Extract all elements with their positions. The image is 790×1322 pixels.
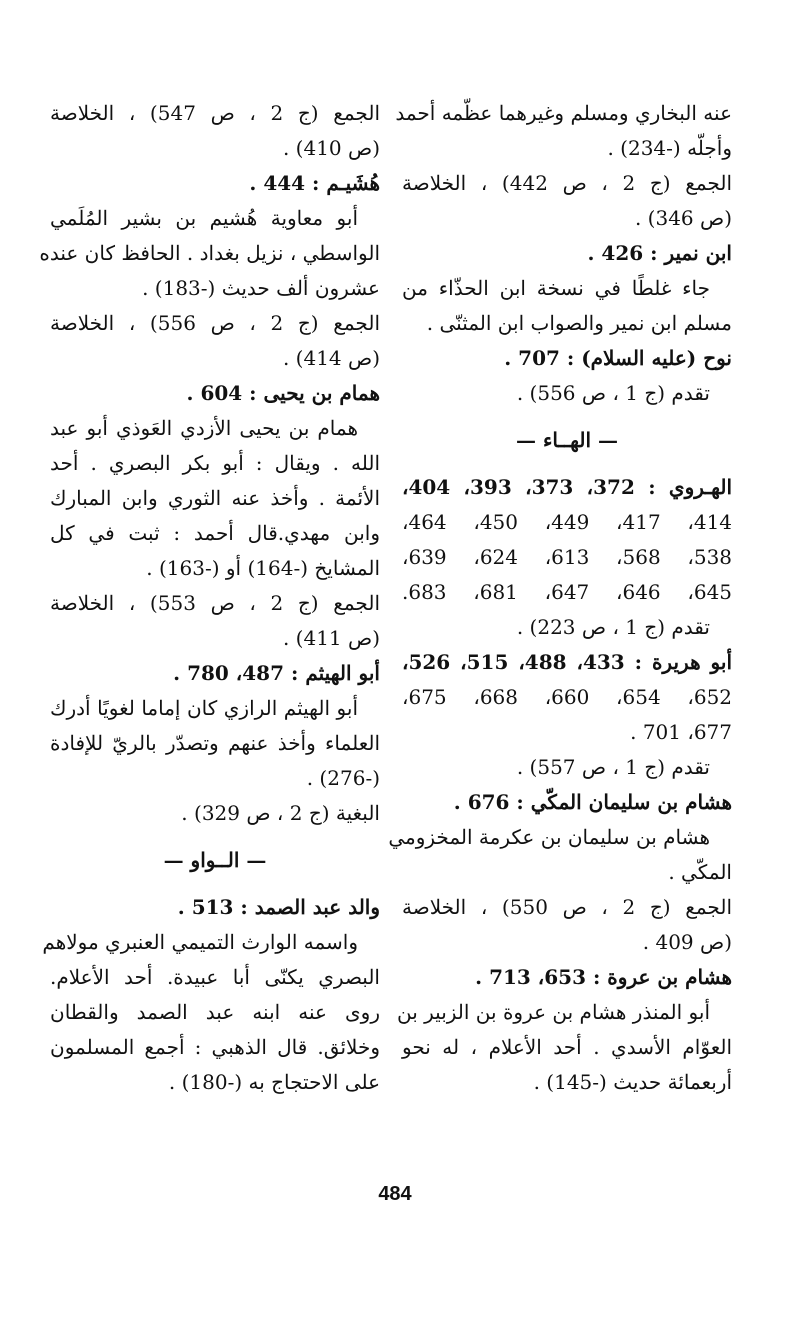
text-line: البصري يكنّى أبا عبيدة. أحد الأعلام. xyxy=(50,965,380,989)
text-line: (ص 410) . xyxy=(282,136,380,160)
text-line: واسمه الوارث التميمي العنبري مولاهم xyxy=(42,930,358,954)
text-line: تقدم (ج 1 ، ص 557) . xyxy=(516,755,710,779)
text-line: أربعمائة حديث (-145) . xyxy=(533,1070,732,1094)
section-heading: — الــواو — xyxy=(163,848,267,872)
entry-heading: أبو الهيثم : 487، 780 . xyxy=(173,661,380,685)
text-line: جاء غلطًا في نسخة ابن الحذّاء من xyxy=(402,276,710,300)
text-line: الجمع (ج 2 ، ص 556) ، الخلاصة xyxy=(50,311,380,335)
text-line: الله . ويقال : أبو بكر البصري . أحد xyxy=(50,451,380,475)
text-line: وخلائق. قال الذهبي : أجمع المسلمون xyxy=(50,1035,380,1059)
text-line: البغية (ج 2 ، ص 329) . xyxy=(181,801,380,825)
text-line: المشايخ (-164) أو (-163) . xyxy=(146,556,380,580)
text-line: 414، 417، 449، 450، 464، xyxy=(402,510,733,534)
text-line: (ص 409 . xyxy=(642,930,732,954)
left-column xyxy=(39,96,380,1100)
text-line: 677، 701 . xyxy=(630,720,732,744)
text-line: عنه البخاري ومسلم وغيرهما عظّمه أحمد xyxy=(395,101,732,125)
text-line: مسلم ابن نمير والصواب ابن المثنّى . xyxy=(426,311,732,335)
text-line: الجمع (ج 2 ، ص 442) ، الخلاصة xyxy=(402,171,732,195)
text-line: أبو المنذر هشام بن عروة بن الزبير بن xyxy=(396,1000,710,1024)
text-line: الجمع (ج 2 ، ص 547) ، الخلاصة xyxy=(50,101,380,125)
entry-heading: همام بن يحيى : 604 . xyxy=(186,381,380,405)
entry-heading: الهـروي : 372، 373، 393، 404، xyxy=(402,475,732,499)
page-number: 484 xyxy=(378,1183,412,1205)
entry-heading: نوح (عليه السلام) : 707 . xyxy=(504,346,732,370)
text-line: الجمع (ج 2 ، ص 550) ، الخلاصة xyxy=(402,895,732,919)
text-line: أبو معاوية هُشيم بن بشير المُلَمي xyxy=(50,206,358,230)
text-line: 538، 568، 613، 624، 639، xyxy=(402,545,733,569)
entry-heading: أبو هريرة : 433، 488، 515، 526، xyxy=(402,650,733,674)
text-line: وابن مهدي.قال أحمد : ثبت في كل xyxy=(50,521,380,545)
text-line: على الاحتجاج به (-180) . xyxy=(168,1070,380,1094)
entry-heading: هُشَيـم : 444 . xyxy=(249,171,380,195)
text-line: (ص 414) . xyxy=(282,346,380,370)
text-line: تقدم (ج 1 ، ص 223) . xyxy=(516,615,710,639)
text-line: 652، 654، 660، 668، 675، xyxy=(402,685,733,709)
text-line: المكّي . xyxy=(668,860,732,884)
text-line: عشرون ألف حديث (-183) . xyxy=(142,276,380,300)
entry-heading: هشام بن عروة : 653، 713 . xyxy=(475,965,732,989)
text-line: الجمع (ج 2 ، ص 553) ، الخلاصة xyxy=(50,591,380,615)
text-line: أبو الهيثم الرازي كان إماما لغويًا أدرك xyxy=(50,696,358,720)
text-line: تقدم (ج 1 ، ص 556) . xyxy=(516,381,710,405)
entry-heading: هشام بن سليمان المكّي : 676 . xyxy=(453,790,732,814)
text-line: روى عنه ابنه عبد الصمد والقطان xyxy=(50,1000,380,1024)
text-line: (ص 411) . xyxy=(282,626,380,650)
text-line: 645، 646، 647، 681، 683. xyxy=(402,580,733,604)
text-line: همام بن يحيى الأزدي العَوذي أبو عبد xyxy=(50,416,358,440)
text-line: الواسطي ، نزيل بغداد . الحافظ كان عنده xyxy=(39,241,380,265)
section-heading: — الهــاء — xyxy=(515,428,618,452)
text-line: العلماء وأخذ عنهم وتصدّر بالريّ للإفادة xyxy=(50,731,380,755)
right-column xyxy=(388,96,733,1100)
entry-heading: والد عبد الصمد : 513 . xyxy=(177,895,380,919)
text-line: الأئمة . وأخذ عنه الثوري وابن المبارك xyxy=(50,486,380,510)
text-line: وأجلّه (-234) . xyxy=(607,136,732,160)
entry-heading: ابن نمير : 426 . xyxy=(587,241,732,265)
text-line: العوّام الأسدي . أحد الأعلام ، له نحو xyxy=(402,1035,732,1059)
text-line: (-276) . xyxy=(306,766,380,790)
text-line: (ص 346) . xyxy=(634,206,732,230)
text-line: هشام بن سليمان بن عكرمة المخزومي xyxy=(388,825,710,849)
